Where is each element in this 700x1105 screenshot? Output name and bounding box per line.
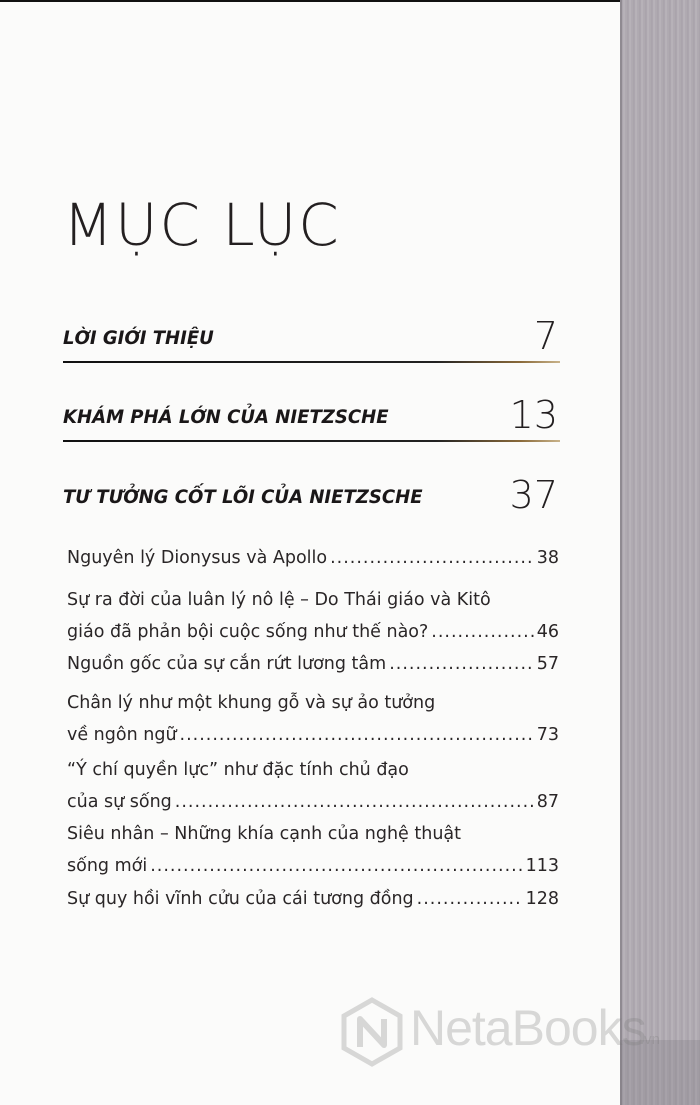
- chapter-page-number: 13: [509, 393, 558, 437]
- entry-page-number: 46: [536, 622, 559, 642]
- entry-text: “Ý chí quyền lực” như đặc tính chủ đạo: [67, 760, 409, 780]
- entry-page-number: 57: [536, 654, 559, 674]
- toc-entry: [67, 542, 559, 574]
- page-edge-line: [620, 0, 622, 1105]
- toc-entry: [67, 584, 559, 648]
- entry-text: Sự quy hồi vĩnh cửu của cái tương đồng: [67, 889, 414, 909]
- dot-leader: [431, 616, 533, 648]
- netabooks-logo-icon: [340, 997, 404, 1067]
- entry-text: Siêu nhân – Những khía cạnh của nghệ thuật: [67, 824, 462, 844]
- entry-text: Sự ra đời của luân lý nô lệ – Do Thái giáo và Kitô: [67, 590, 491, 610]
- chapter-title: TƯ TƯỞNG CỐT LÕI CỦA NIETZSCHE: [63, 486, 423, 508]
- chapter-title: LỜI GIỚI THIỆU: [63, 327, 214, 349]
- toc-entry: [67, 648, 559, 680]
- entry-text: Chân lý như một khung gỗ và sự ảo tưởng: [67, 693, 436, 713]
- entry-page-number: 87: [536, 792, 559, 812]
- chapter-page-number: 37: [509, 473, 558, 517]
- dot-leader: [175, 786, 534, 818]
- watermark-suffix: .vn: [640, 1031, 661, 1048]
- page-edge-strip: [620, 0, 700, 1105]
- dot-leader: [150, 850, 522, 882]
- dot-leader: [417, 883, 523, 915]
- entry-text: Nguyên lý Dionysus và Apollo: [67, 548, 328, 568]
- entry-text: về ngôn ngữ: [67, 725, 177, 745]
- toc-title: MỤC LỤC: [63, 191, 341, 259]
- chapter-title: KHÁM PHÁ LỚN CỦA NIETZSCHE: [63, 406, 389, 428]
- toc-entry: [67, 754, 559, 818]
- entry-text: của sự sống: [67, 792, 172, 812]
- entry-page-number: 128: [525, 889, 559, 909]
- toc-entry: [67, 687, 559, 751]
- chapter-rule: [63, 440, 560, 442]
- watermark: [340, 993, 700, 1073]
- toc-chapter: [63, 307, 560, 357]
- watermark-brand: NetaBooks: [410, 1000, 646, 1056]
- dot-leader: [180, 719, 534, 751]
- entry-text: Nguồn gốc của sự cắn rứt lương tâm: [67, 654, 387, 674]
- dot-leader: [389, 648, 534, 680]
- toc-chapter: [63, 466, 560, 516]
- toc-chapter: [63, 386, 560, 436]
- entry-page-number: 73: [536, 725, 559, 745]
- entry-text: giáo đã phản bội cuộc sống như thế nào?: [67, 622, 429, 642]
- top-border: [0, 0, 622, 2]
- entry-page-number: 38: [536, 548, 559, 568]
- entry-text: sống mới: [67, 856, 148, 876]
- dot-leader: [330, 542, 534, 574]
- toc-entry: [67, 818, 559, 882]
- chapter-rule: [63, 361, 560, 363]
- chapter-page-number: 7: [533, 314, 558, 358]
- entry-page-number: 113: [525, 856, 559, 876]
- toc-entry: [67, 883, 559, 915]
